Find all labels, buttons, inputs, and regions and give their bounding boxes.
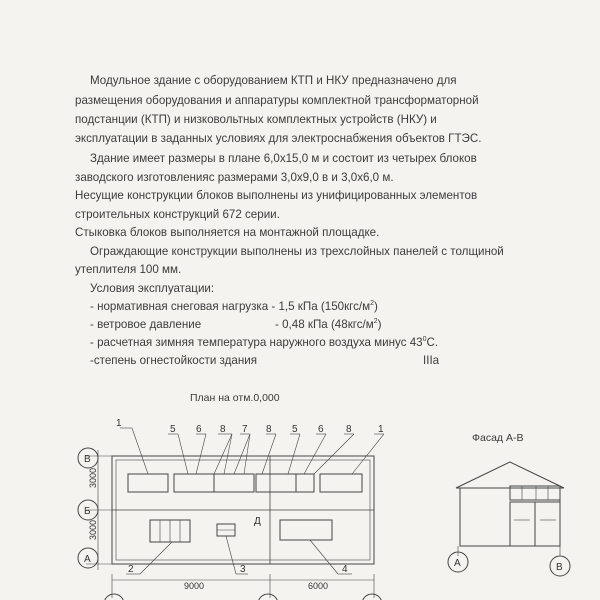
wind-value-sup: 2 bbox=[373, 318, 378, 325]
facade-roof bbox=[456, 462, 564, 488]
paragraph-line: размещения оборудования и аппаратуры комплектной трансформаторной bbox=[75, 94, 479, 107]
equipment-4 bbox=[280, 520, 332, 540]
callout-top: 5 bbox=[292, 424, 298, 435]
snow-load-label: - нормативная снеговая нагрузка - 1,5 кПа (150кгс/м bbox=[90, 300, 371, 313]
snow-load-sup: 2 bbox=[370, 300, 375, 307]
paragraph-line: Здание имеет размеры в плане 6,0х15,0 м и состоит из четырех блоков bbox=[90, 152, 477, 165]
plan-title: План на отм.0,000 bbox=[190, 392, 280, 404]
callout-top: 5 bbox=[170, 424, 176, 435]
facade-drawing bbox=[448, 462, 570, 576]
paragraph-line: утеплителя 100 мм. bbox=[75, 263, 182, 276]
temperature-close: С. bbox=[426, 336, 439, 349]
callout-bottom: 2 bbox=[128, 564, 134, 575]
callout-top: 1 bbox=[116, 418, 122, 429]
axis-label-mid: Б bbox=[84, 506, 91, 517]
paragraph-line: Модульное здание с оборудованием КТП и НКУ предназначено для bbox=[90, 74, 457, 87]
snow-load-close: ) bbox=[374, 300, 378, 313]
equipment-6-left bbox=[214, 474, 254, 492]
callout-bottom: 4 bbox=[342, 564, 348, 575]
floor-plan bbox=[78, 428, 384, 600]
dim-row-lower: 3000 bbox=[88, 519, 98, 540]
paragraph-line: Ограждающие конструкции выполнены из трехслойных панелей с толщиной bbox=[90, 245, 504, 258]
callout-top: 8 bbox=[220, 424, 226, 435]
dim-left-span: 9000 bbox=[184, 581, 205, 591]
room-label: Д bbox=[254, 516, 261, 527]
equipment-1-right bbox=[320, 474, 362, 492]
wind-pressure-label: - ветровое давление bbox=[90, 318, 202, 331]
wind-value-text: - 0,48 кПа (48кгс/м bbox=[275, 318, 374, 331]
callout-top: 7 bbox=[242, 424, 248, 435]
fire-resistance-label: -степень огнестойкости здания bbox=[90, 354, 257, 367]
facade-axis-label-left: А bbox=[454, 558, 461, 569]
facade-title: Фасад А-В bbox=[472, 432, 524, 444]
fire-resistance-value: IIIa bbox=[423, 354, 440, 367]
callout-top: 1 bbox=[378, 424, 384, 435]
facade-axis-label-right: В bbox=[556, 562, 563, 573]
dim-right-span: 6000 bbox=[308, 581, 329, 591]
paragraph-line: Несущие конструкции блоков выполнены из унифицированных элементов bbox=[75, 189, 478, 202]
axis-label-top: В bbox=[84, 454, 91, 465]
paragraph-line: подстанции (КТП) и низковольтных комплектных устройств (НКУ) и bbox=[75, 113, 437, 126]
paragraph-line: строительных конструкций 672 серии. bbox=[75, 208, 280, 221]
callout-top: 6 bbox=[318, 424, 324, 435]
equipment-1-left bbox=[128, 474, 168, 492]
callout-top: 8 bbox=[266, 424, 272, 435]
paragraph-line: эксплуатации в заданных условиях для электроснабжения объектов ГТЭС. bbox=[75, 132, 482, 145]
equipment-5-left bbox=[174, 474, 214, 492]
equipment-5-right bbox=[256, 474, 296, 492]
dim-row-upper: 3000 bbox=[88, 467, 98, 488]
callout-top: 8 bbox=[346, 424, 352, 435]
equipment-6-right bbox=[296, 474, 314, 492]
paragraph-line: заводского изготовленияс размерами 3,0х9,0 в и 3,0х6,0 м. bbox=[75, 171, 394, 184]
temperature-label: - расчетная зимняя температура наружного воздуха минус 43 bbox=[90, 336, 423, 349]
temperature-sup: 0 bbox=[422, 336, 427, 343]
callout-bottom: 3 bbox=[240, 564, 246, 575]
axis-label-bottom: А bbox=[84, 554, 91, 565]
paragraph-line: Стыковка блоков выполняется на монтажной площадке. bbox=[75, 226, 380, 239]
wind-value-close: ) bbox=[377, 318, 382, 331]
conditions-heading: Условия эксплуатации: bbox=[90, 282, 215, 295]
callout-top: 6 bbox=[196, 424, 202, 435]
